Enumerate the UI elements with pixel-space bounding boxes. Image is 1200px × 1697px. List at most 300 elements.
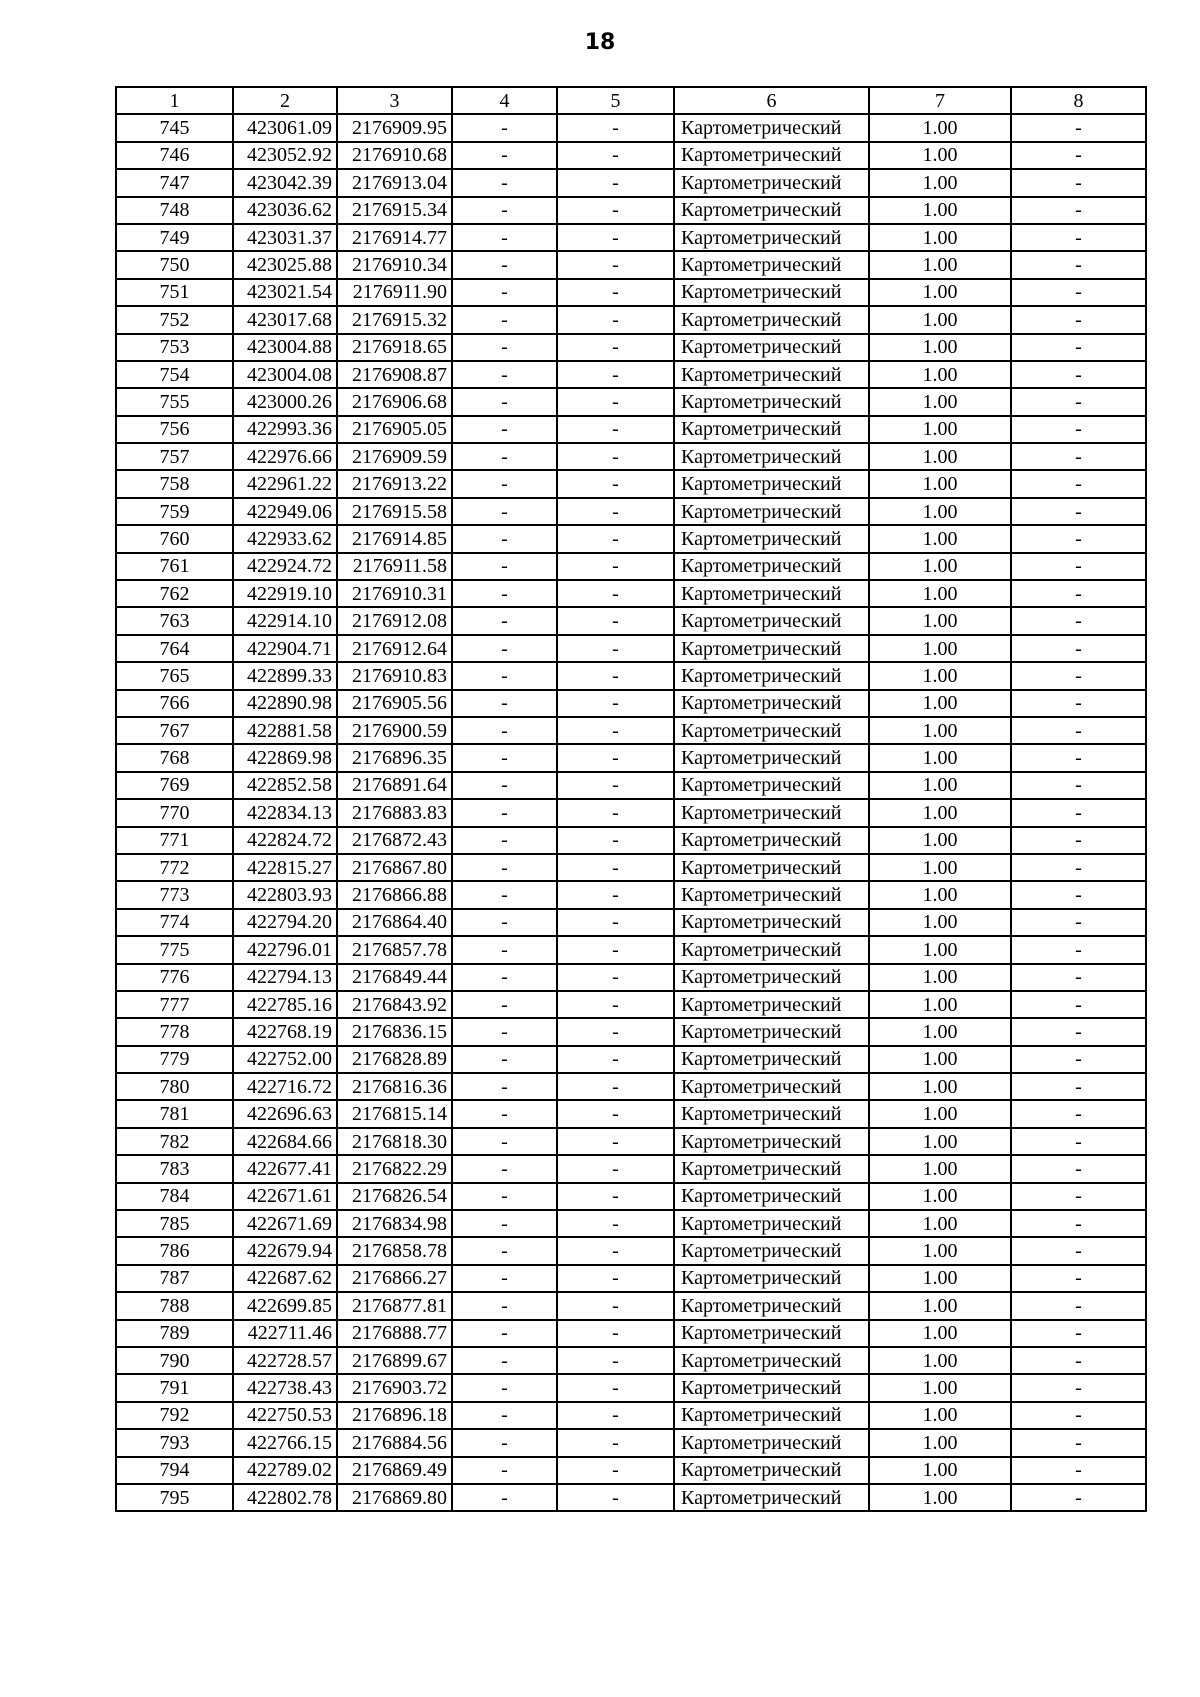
col8-cell: - xyxy=(1011,936,1146,963)
method-cell: Картометрический xyxy=(674,470,869,497)
accuracy-cell: 1.00 xyxy=(869,744,1011,771)
point-number-cell: 787 xyxy=(116,1265,233,1292)
y-coordinate-cell: 2176909.59 xyxy=(337,443,452,470)
y-coordinate-cell: 2176918.65 xyxy=(337,334,452,361)
table-row xyxy=(116,1018,1146,1045)
header-cell: 2 xyxy=(233,87,337,114)
accuracy-cell: 1.00 xyxy=(869,142,1011,169)
accuracy-cell: 1.00 xyxy=(869,306,1011,333)
point-number-cell: 748 xyxy=(116,197,233,224)
accuracy-cell: 1.00 xyxy=(869,1265,1011,1292)
point-number-cell: 755 xyxy=(116,388,233,415)
method-cell: Картометрический xyxy=(674,525,869,552)
point-number-cell: 757 xyxy=(116,443,233,470)
col5-cell: - xyxy=(557,1073,674,1100)
col5-cell: - xyxy=(557,224,674,251)
table-row xyxy=(116,443,1146,470)
col4-cell: - xyxy=(452,1402,557,1429)
col8-cell: - xyxy=(1011,1128,1146,1155)
point-number-cell: 761 xyxy=(116,553,233,580)
col8-cell: - xyxy=(1011,306,1146,333)
y-coordinate-cell: 2176849.44 xyxy=(337,964,452,991)
method-cell: Картометрический xyxy=(674,717,869,744)
col5-cell: - xyxy=(557,1210,674,1237)
table-row xyxy=(116,1265,1146,1292)
col5-cell: - xyxy=(557,717,674,744)
point-number-cell: 763 xyxy=(116,607,233,634)
col4-cell: - xyxy=(452,991,557,1018)
point-number-cell: 775 xyxy=(116,936,233,963)
method-cell: Картометрический xyxy=(674,690,869,717)
col5-cell: - xyxy=(557,799,674,826)
accuracy-cell: 1.00 xyxy=(869,1347,1011,1374)
method-cell: Картометрический xyxy=(674,197,869,224)
col4-cell: - xyxy=(452,169,557,196)
y-coordinate-cell: 2176891.64 xyxy=(337,772,452,799)
x-coordinate-cell: 423036.62 xyxy=(233,197,337,224)
header-cell: 6 xyxy=(674,87,869,114)
point-number-cell: 774 xyxy=(116,909,233,936)
col4-cell: - xyxy=(452,607,557,634)
accuracy-cell: 1.00 xyxy=(869,1183,1011,1210)
y-coordinate-cell: 2176899.67 xyxy=(337,1347,452,1374)
col4-cell: - xyxy=(452,964,557,991)
x-coordinate-cell: 422728.57 xyxy=(233,1347,337,1374)
table-row xyxy=(116,717,1146,744)
col5-cell: - xyxy=(557,553,674,580)
col4-cell: - xyxy=(452,361,557,388)
point-number-cell: 765 xyxy=(116,662,233,689)
table-row xyxy=(116,964,1146,991)
x-coordinate-cell: 423025.88 xyxy=(233,251,337,278)
method-cell: Картометрический xyxy=(674,1484,869,1511)
col8-cell: - xyxy=(1011,964,1146,991)
col4-cell: - xyxy=(452,416,557,443)
col4-cell: - xyxy=(452,224,557,251)
col5-cell: - xyxy=(557,169,674,196)
accuracy-cell: 1.00 xyxy=(869,1292,1011,1319)
method-cell: Картометрический xyxy=(674,881,869,908)
col8-cell: - xyxy=(1011,553,1146,580)
accuracy-cell: 1.00 xyxy=(869,114,1011,141)
accuracy-cell: 1.00 xyxy=(869,1429,1011,1456)
y-coordinate-cell: 2176857.78 xyxy=(337,936,452,963)
accuracy-cell: 1.00 xyxy=(869,1210,1011,1237)
col8-cell: - xyxy=(1011,1155,1146,1182)
col8-cell: - xyxy=(1011,1457,1146,1484)
y-coordinate-cell: 2176912.64 xyxy=(337,635,452,662)
accuracy-cell: 1.00 xyxy=(869,361,1011,388)
method-cell: Картометрический xyxy=(674,635,869,662)
point-number-cell: 766 xyxy=(116,690,233,717)
accuracy-cell: 1.00 xyxy=(869,1046,1011,1073)
table-row xyxy=(116,114,1146,141)
header-cell: 4 xyxy=(452,87,557,114)
col5-cell: - xyxy=(557,1237,674,1264)
method-cell: Картометрический xyxy=(674,1402,869,1429)
col8-cell: - xyxy=(1011,470,1146,497)
point-number-cell: 780 xyxy=(116,1073,233,1100)
col8-cell: - xyxy=(1011,525,1146,552)
col5-cell: - xyxy=(557,416,674,443)
col4-cell: - xyxy=(452,1073,557,1100)
col5-cell: - xyxy=(557,909,674,936)
y-coordinate-cell: 2176828.89 xyxy=(337,1046,452,1073)
col5-cell: - xyxy=(557,1292,674,1319)
col4-cell: - xyxy=(452,909,557,936)
method-cell: Картометрический xyxy=(674,1210,869,1237)
accuracy-cell: 1.00 xyxy=(869,334,1011,361)
col8-cell: - xyxy=(1011,443,1146,470)
point-number-cell: 791 xyxy=(116,1374,233,1401)
accuracy-cell: 1.00 xyxy=(869,909,1011,936)
method-cell: Картометрический xyxy=(674,991,869,1018)
method-cell: Картометрический xyxy=(674,1128,869,1155)
accuracy-cell: 1.00 xyxy=(869,1100,1011,1127)
col5-cell: - xyxy=(557,251,674,278)
col4-cell: - xyxy=(452,881,557,908)
col4-cell: - xyxy=(452,1183,557,1210)
col8-cell: - xyxy=(1011,1320,1146,1347)
y-coordinate-cell: 2176896.35 xyxy=(337,744,452,771)
y-coordinate-cell: 2176888.77 xyxy=(337,1320,452,1347)
point-number-cell: 771 xyxy=(116,827,233,854)
accuracy-cell: 1.00 xyxy=(869,1374,1011,1401)
col4-cell: - xyxy=(452,1265,557,1292)
x-coordinate-cell: 422796.01 xyxy=(233,936,337,963)
y-coordinate-cell: 2176858.78 xyxy=(337,1237,452,1264)
method-cell: Картометрический xyxy=(674,388,869,415)
x-coordinate-cell: 422803.93 xyxy=(233,881,337,908)
y-coordinate-cell: 2176910.34 xyxy=(337,251,452,278)
method-cell: Картометрический xyxy=(674,909,869,936)
accuracy-cell: 1.00 xyxy=(869,525,1011,552)
col4-cell: - xyxy=(452,662,557,689)
header-cell: 8 xyxy=(1011,87,1146,114)
x-coordinate-cell: 422852.58 xyxy=(233,772,337,799)
method-cell: Картометрический xyxy=(674,1237,869,1264)
col4-cell: - xyxy=(452,854,557,881)
col5-cell: - xyxy=(557,1374,674,1401)
table-row xyxy=(116,1320,1146,1347)
col4-cell: - xyxy=(452,1018,557,1045)
col5-cell: - xyxy=(557,1046,674,1073)
method-cell: Картометрический xyxy=(674,854,869,881)
col8-cell: - xyxy=(1011,827,1146,854)
y-coordinate-cell: 2176913.22 xyxy=(337,470,452,497)
point-number-cell: 770 xyxy=(116,799,233,826)
col4-cell: - xyxy=(452,744,557,771)
x-coordinate-cell: 422699.85 xyxy=(233,1292,337,1319)
point-number-cell: 747 xyxy=(116,169,233,196)
col5-cell: - xyxy=(557,142,674,169)
y-coordinate-cell: 2176867.80 xyxy=(337,854,452,881)
table-body xyxy=(116,114,1146,1511)
col8-cell: - xyxy=(1011,1402,1146,1429)
method-cell: Картометрический xyxy=(674,169,869,196)
col4-cell: - xyxy=(452,470,557,497)
x-coordinate-cell: 422687.62 xyxy=(233,1265,337,1292)
x-coordinate-cell: 422752.00 xyxy=(233,1046,337,1073)
point-number-cell: 751 xyxy=(116,279,233,306)
point-number-cell: 790 xyxy=(116,1347,233,1374)
table-row xyxy=(116,580,1146,607)
method-cell: Картометрический xyxy=(674,1347,869,1374)
table-row xyxy=(116,470,1146,497)
col8-cell: - xyxy=(1011,1237,1146,1264)
accuracy-cell: 1.00 xyxy=(869,279,1011,306)
accuracy-cell: 1.00 xyxy=(869,251,1011,278)
col5-cell: - xyxy=(557,662,674,689)
point-number-cell: 759 xyxy=(116,498,233,525)
point-number-cell: 767 xyxy=(116,717,233,744)
y-coordinate-cell: 2176883.83 xyxy=(337,799,452,826)
accuracy-cell: 1.00 xyxy=(869,662,1011,689)
x-coordinate-cell: 422696.63 xyxy=(233,1100,337,1127)
method-cell: Картометрический xyxy=(674,827,869,854)
point-number-cell: 781 xyxy=(116,1100,233,1127)
table-row xyxy=(116,1237,1146,1264)
table-row xyxy=(116,772,1146,799)
col4-cell: - xyxy=(452,1100,557,1127)
method-cell: Картометрический xyxy=(674,142,869,169)
x-coordinate-cell: 422794.20 xyxy=(233,909,337,936)
x-coordinate-cell: 422914.10 xyxy=(233,607,337,634)
col8-cell: - xyxy=(1011,169,1146,196)
accuracy-cell: 1.00 xyxy=(869,881,1011,908)
x-coordinate-cell: 422881.58 xyxy=(233,717,337,744)
point-number-cell: 753 xyxy=(116,334,233,361)
col5-cell: - xyxy=(557,936,674,963)
accuracy-cell: 1.00 xyxy=(869,1237,1011,1264)
x-coordinate-cell: 422815.27 xyxy=(233,854,337,881)
point-number-cell: 792 xyxy=(116,1402,233,1429)
col8-cell: - xyxy=(1011,334,1146,361)
y-coordinate-cell: 2176877.81 xyxy=(337,1292,452,1319)
method-cell: Картометрический xyxy=(674,251,869,278)
header-cell: 1 xyxy=(116,87,233,114)
col5-cell: - xyxy=(557,1155,674,1182)
col4-cell: - xyxy=(452,1128,557,1155)
point-number-cell: 756 xyxy=(116,416,233,443)
col5-cell: - xyxy=(557,1183,674,1210)
col4-cell: - xyxy=(452,827,557,854)
col4-cell: - xyxy=(452,635,557,662)
method-cell: Картометрический xyxy=(674,1073,869,1100)
col5-cell: - xyxy=(557,1402,674,1429)
accuracy-cell: 1.00 xyxy=(869,470,1011,497)
col5-cell: - xyxy=(557,470,674,497)
y-coordinate-cell: 2176910.83 xyxy=(337,662,452,689)
y-coordinate-cell: 2176900.59 xyxy=(337,717,452,744)
point-number-cell: 760 xyxy=(116,525,233,552)
accuracy-cell: 1.00 xyxy=(869,827,1011,854)
point-number-cell: 793 xyxy=(116,1429,233,1456)
table-row xyxy=(116,662,1146,689)
method-cell: Картометрический xyxy=(674,772,869,799)
y-coordinate-cell: 2176914.85 xyxy=(337,525,452,552)
x-coordinate-cell: 422738.43 xyxy=(233,1374,337,1401)
header-cell: 5 xyxy=(557,87,674,114)
method-cell: Картометрический xyxy=(674,443,869,470)
col8-cell: - xyxy=(1011,388,1146,415)
col8-cell: - xyxy=(1011,224,1146,251)
point-number-cell: 745 xyxy=(116,114,233,141)
col8-cell: - xyxy=(1011,635,1146,662)
point-number-cell: 789 xyxy=(116,1320,233,1347)
col8-cell: - xyxy=(1011,717,1146,744)
point-number-cell: 772 xyxy=(116,854,233,881)
x-coordinate-cell: 423004.88 xyxy=(233,334,337,361)
point-number-cell: 779 xyxy=(116,1046,233,1073)
table-row xyxy=(116,306,1146,333)
table-row xyxy=(116,197,1146,224)
table-row xyxy=(116,1100,1146,1127)
col4-cell: - xyxy=(452,306,557,333)
point-number-cell: 746 xyxy=(116,142,233,169)
col8-cell: - xyxy=(1011,580,1146,607)
y-coordinate-cell: 2176910.68 xyxy=(337,142,452,169)
col5-cell: - xyxy=(557,114,674,141)
table-row xyxy=(116,388,1146,415)
point-number-cell: 758 xyxy=(116,470,233,497)
accuracy-cell: 1.00 xyxy=(869,964,1011,991)
y-coordinate-cell: 2176826.54 xyxy=(337,1183,452,1210)
y-coordinate-cell: 2176911.90 xyxy=(337,279,452,306)
col5-cell: - xyxy=(557,1100,674,1127)
col8-cell: - xyxy=(1011,197,1146,224)
col4-cell: - xyxy=(452,1210,557,1237)
col5-cell: - xyxy=(557,1018,674,1045)
y-coordinate-cell: 2176866.88 xyxy=(337,881,452,908)
table-row xyxy=(116,1457,1146,1484)
point-number-cell: 773 xyxy=(116,881,233,908)
y-coordinate-cell: 2176843.92 xyxy=(337,991,452,1018)
method-cell: Картометрический xyxy=(674,744,869,771)
table-row xyxy=(116,1210,1146,1237)
col8-cell: - xyxy=(1011,1429,1146,1456)
col8-cell: - xyxy=(1011,881,1146,908)
coordinates-table xyxy=(115,86,1147,1512)
accuracy-cell: 1.00 xyxy=(869,717,1011,744)
col8-cell: - xyxy=(1011,1183,1146,1210)
table-row xyxy=(116,909,1146,936)
table-row xyxy=(116,169,1146,196)
table-row xyxy=(116,498,1146,525)
y-coordinate-cell: 2176915.32 xyxy=(337,306,452,333)
col4-cell: - xyxy=(452,1374,557,1401)
col8-cell: - xyxy=(1011,799,1146,826)
method-cell: Картометрический xyxy=(674,279,869,306)
col4-cell: - xyxy=(452,525,557,552)
y-coordinate-cell: 2176866.27 xyxy=(337,1265,452,1292)
table-row xyxy=(116,881,1146,908)
col5-cell: - xyxy=(557,1429,674,1456)
method-cell: Картометрический xyxy=(674,498,869,525)
point-number-cell: 764 xyxy=(116,635,233,662)
point-number-cell: 750 xyxy=(116,251,233,278)
col5-cell: - xyxy=(557,1128,674,1155)
col5-cell: - xyxy=(557,744,674,771)
table-row xyxy=(116,1347,1146,1374)
col5-cell: - xyxy=(557,1457,674,1484)
col8-cell: - xyxy=(1011,1210,1146,1237)
table-row xyxy=(116,1429,1146,1456)
y-coordinate-cell: 2176915.58 xyxy=(337,498,452,525)
y-coordinate-cell: 2176909.95 xyxy=(337,114,452,141)
col5-cell: - xyxy=(557,1265,674,1292)
x-coordinate-cell: 422869.98 xyxy=(233,744,337,771)
x-coordinate-cell: 422711.46 xyxy=(233,1320,337,1347)
x-coordinate-cell: 423031.37 xyxy=(233,224,337,251)
accuracy-cell: 1.00 xyxy=(869,1402,1011,1429)
accuracy-cell: 1.00 xyxy=(869,1320,1011,1347)
col5-cell: - xyxy=(557,964,674,991)
table-row xyxy=(116,1484,1146,1511)
table-row xyxy=(116,827,1146,854)
accuracy-cell: 1.00 xyxy=(869,197,1011,224)
point-number-cell: 784 xyxy=(116,1183,233,1210)
accuracy-cell: 1.00 xyxy=(869,443,1011,470)
point-number-cell: 782 xyxy=(116,1128,233,1155)
col8-cell: - xyxy=(1011,1018,1146,1045)
col8-cell: - xyxy=(1011,251,1146,278)
col4-cell: - xyxy=(452,1046,557,1073)
col5-cell: - xyxy=(557,1347,674,1374)
col8-cell: - xyxy=(1011,1100,1146,1127)
col5-cell: - xyxy=(557,1320,674,1347)
table-row xyxy=(116,1155,1146,1182)
col8-cell: - xyxy=(1011,416,1146,443)
y-coordinate-cell: 2176910.31 xyxy=(337,580,452,607)
col4-cell: - xyxy=(452,334,557,361)
x-coordinate-cell: 422679.94 xyxy=(233,1237,337,1264)
method-cell: Картометрический xyxy=(674,553,869,580)
table-row xyxy=(116,1046,1146,1073)
table-row xyxy=(116,553,1146,580)
table-row xyxy=(116,744,1146,771)
col4-cell: - xyxy=(452,717,557,744)
point-number-cell: 788 xyxy=(116,1292,233,1319)
table-row xyxy=(116,991,1146,1018)
col5-cell: - xyxy=(557,1484,674,1511)
col4-cell: - xyxy=(452,1457,557,1484)
header-cell: 3 xyxy=(337,87,452,114)
col4-cell: - xyxy=(452,388,557,415)
x-coordinate-cell: 423061.09 xyxy=(233,114,337,141)
y-coordinate-cell: 2176822.29 xyxy=(337,1155,452,1182)
col5-cell: - xyxy=(557,827,674,854)
y-coordinate-cell: 2176864.40 xyxy=(337,909,452,936)
col8-cell: - xyxy=(1011,772,1146,799)
accuracy-cell: 1.00 xyxy=(869,580,1011,607)
x-coordinate-cell: 422766.15 xyxy=(233,1429,337,1456)
y-coordinate-cell: 2176869.80 xyxy=(337,1484,452,1511)
method-cell: Картометрический xyxy=(674,964,869,991)
method-cell: Картометрический xyxy=(674,1429,869,1456)
method-cell: Картометрический xyxy=(674,1457,869,1484)
method-cell: Картометрический xyxy=(674,1265,869,1292)
x-coordinate-cell: 422671.61 xyxy=(233,1183,337,1210)
accuracy-cell: 1.00 xyxy=(869,854,1011,881)
x-coordinate-cell: 423000.26 xyxy=(233,388,337,415)
y-coordinate-cell: 2176884.56 xyxy=(337,1429,452,1456)
point-number-cell: 776 xyxy=(116,964,233,991)
col5-cell: - xyxy=(557,279,674,306)
y-coordinate-cell: 2176816.36 xyxy=(337,1073,452,1100)
col8-cell: - xyxy=(1011,498,1146,525)
x-coordinate-cell: 422677.41 xyxy=(233,1155,337,1182)
